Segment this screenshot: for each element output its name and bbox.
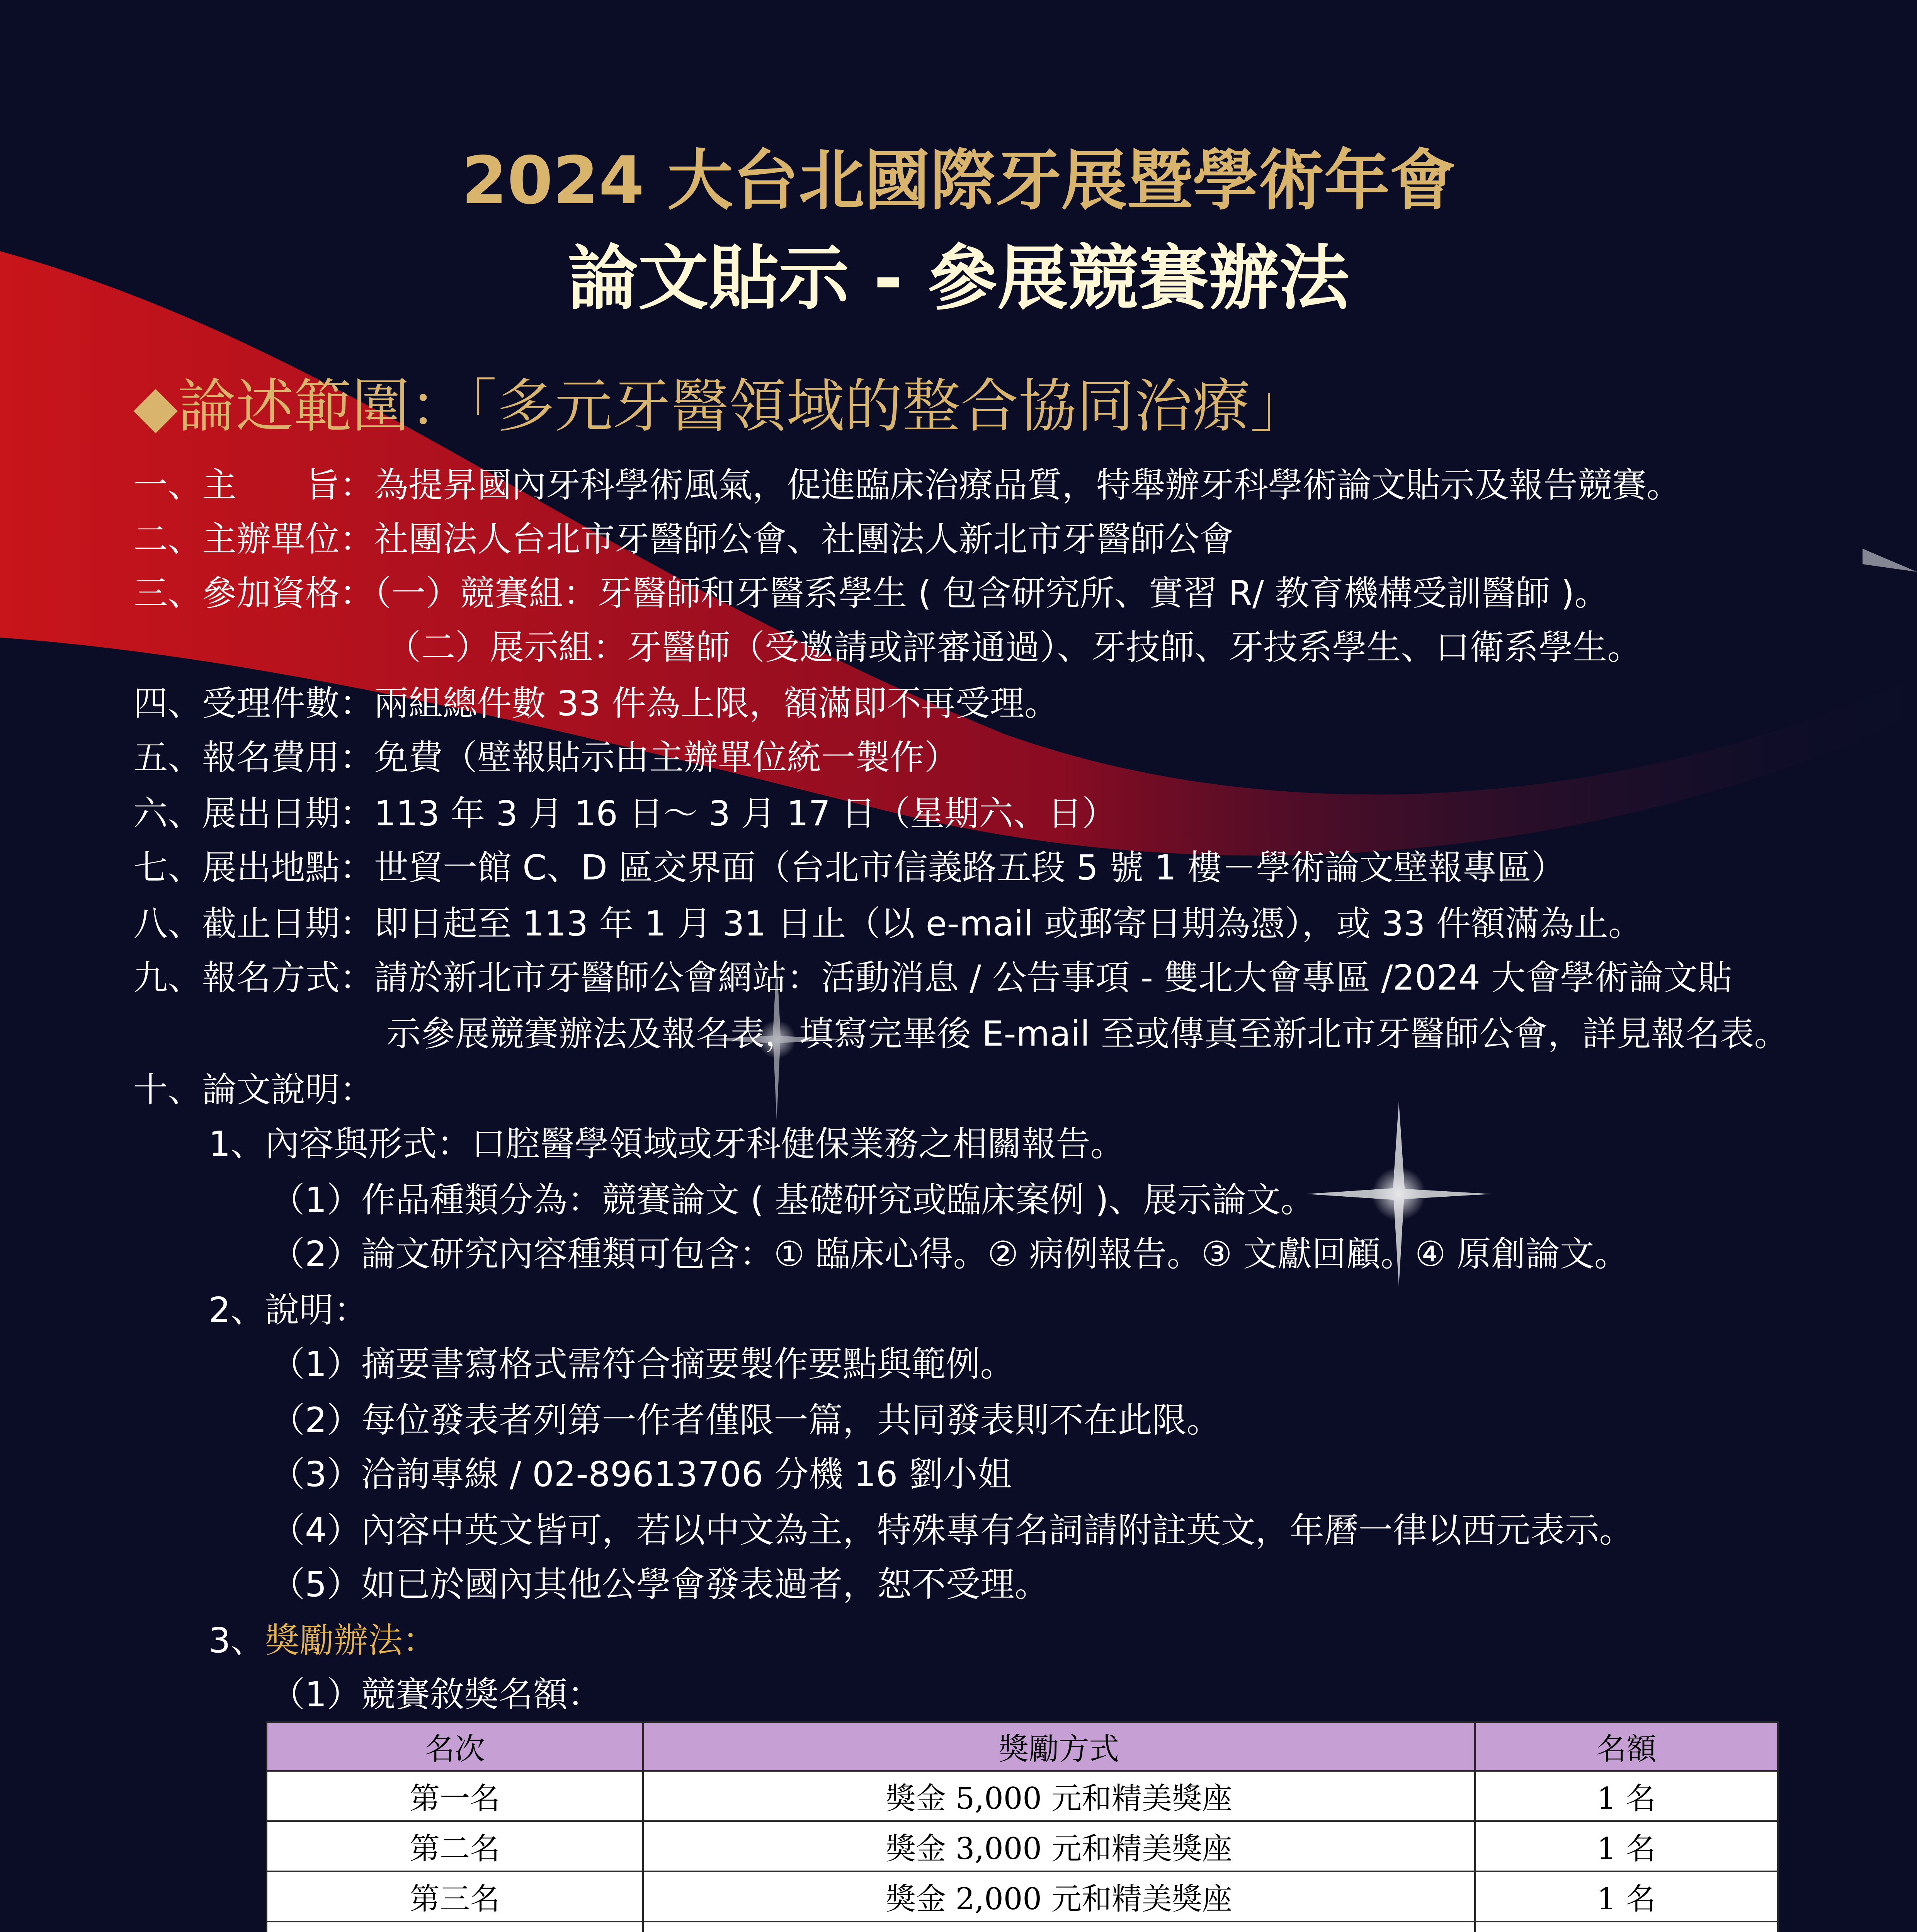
table-row — [267, 1922, 1778, 1932]
item-capacity: 四、受理件數：兩組總件數 33 件為上限，額滿即不再受理。 — [133, 683, 1059, 723]
sub-explanation-4: （4）內容中英文皆可，若以中文為主，特殊專有名詞請附註英文，年曆一律以西元表示。 — [270, 1510, 1634, 1550]
page-subtitle: 論文貼示 - 參展競賽辦法 — [568, 237, 1349, 319]
item-purpose: 一、主 旨：為提昇國內牙科學術風氣，促進臨床治療品質，特舉辦牙科學術論文貼示及報告競賽。 — [133, 465, 1681, 505]
award-cell: 獎金 5,000 元和精美獎座 — [643, 1771, 1475, 1821]
quota-cell: 1 名 — [1475, 1821, 1778, 1871]
page-title: 2024 大台北國際牙展暨學術年會 — [461, 143, 1456, 219]
item-registration-cont: 示參展競賽辦法及報名表，填寫完畢後 E-mail 至或傳真至新北市牙醫師公會，詳見報名表。 — [386, 1014, 1789, 1054]
item-deadline: 八、截止日期：即日起至 113 年 1 月 31 日止（以 e-mail 或郵寄日期為憑），或 33 件額滿為止。 — [133, 903, 1643, 944]
theme-heading: ◆論述範圍：「多元牙醫領域的整合協同治療」 — [133, 373, 1308, 440]
item-paper-desc: 十、論文說明： — [133, 1070, 374, 1110]
item-registration: 九、報名方式：請於新北市牙醫師公會網站：活動消息 / 公告事項 - 雙北大會專區 /2024 大會學術論文貼 — [133, 957, 1732, 998]
rank-cell: 第一名 — [267, 1771, 643, 1821]
sub-explanation: 2、說明： — [209, 1290, 368, 1330]
rank-cell: 第二名 — [267, 1821, 643, 1871]
sub-content-form: 1、內容與形式：口腔醫學領域或牙科健保業務之相關報告。 — [209, 1124, 1125, 1164]
quota-cell: 1 名 — [1475, 1771, 1778, 1821]
sub-awards-1: （1）競賽敘獎名額： — [270, 1674, 602, 1714]
table-row — [267, 1821, 1778, 1871]
sub-explanation-5: （5）如已於國內其他公學會發表過者，恕不受理。 — [270, 1564, 1049, 1604]
item-dates: 六、展出日期：113 年 3 月 16 日～ 3 月 17 日（星期六、日） — [133, 793, 1117, 833]
item-venue: 七、展出地點：世貿一館 C、D 區交界面（台北市信義路五段 5 號 1 樓－學術論文壁報專區） — [133, 847, 1566, 888]
table-header-row — [267, 1722, 1778, 1771]
item-eligibility-exhibit: （二）展示組：牙醫師（受邀請或評審通過）、牙技師、牙技系學生、口衛系學生。 — [386, 627, 1642, 667]
rank-cell: 第三名 — [267, 1871, 643, 1922]
rank-cell — [267, 1922, 643, 1932]
table-row — [267, 1771, 1778, 1821]
sparkle-3 — [1863, 549, 1917, 572]
item-organizer: 二、主辦單位：社團法人台北市牙醫師公會、社團法人新北市牙醫師公會 — [133, 519, 1234, 559]
sub-awards-label: 獎勵辦法： — [265, 1620, 437, 1660]
header-quota: 名額 — [1475, 1722, 1778, 1771]
sub-awards-number: 3、 — [209, 1620, 265, 1660]
table-row — [267, 1871, 1778, 1922]
prize-table — [266, 1721, 1779, 1932]
award-cell: 獎金 3,000 元和精美獎座 — [643, 1821, 1475, 1871]
award-cell — [643, 1922, 1475, 1932]
quota-cell — [1475, 1922, 1778, 1932]
sub-explanation-1: （1）摘要書寫格式需符合摘要製作要點與範例。 — [270, 1344, 1015, 1384]
item-fee: 五、報名費用：免費（壁報貼示由主辦單位統一製作） — [133, 737, 959, 777]
sub-awards-heading — [209, 1619, 437, 1662]
sub-explanation-3: （3）洽詢專線 / 02-89613706 分機 16 劉小姐 — [270, 1454, 1012, 1494]
header-rank: 名次 — [267, 1722, 643, 1771]
award-cell: 獎金 2,000 元和精美獎座 — [643, 1871, 1475, 1922]
sub-content-2: （2）論文研究內容種類可包含：① 臨床心得。② 病例報告。③ 文獻回顧。④ 原創論文。 — [270, 1234, 1629, 1274]
item-eligibility: 三、參加資格：（一）競賽組：牙醫師和牙醫系學生 ( 包含研究所、實習 R/ 教育機構受訓醫師 )。 — [133, 573, 1609, 613]
sub-content-1: （1）作品種類分為：競賽論文 ( 基礎研究或臨床案例 )、展示論文。 — [270, 1180, 1315, 1220]
header-award: 獎勵方式 — [643, 1722, 1475, 1771]
quota-cell: 1 名 — [1475, 1871, 1778, 1922]
sub-explanation-2: （2）每位發表者列第一作者僅限一篇，共同發表則不在此限。 — [270, 1400, 1221, 1440]
